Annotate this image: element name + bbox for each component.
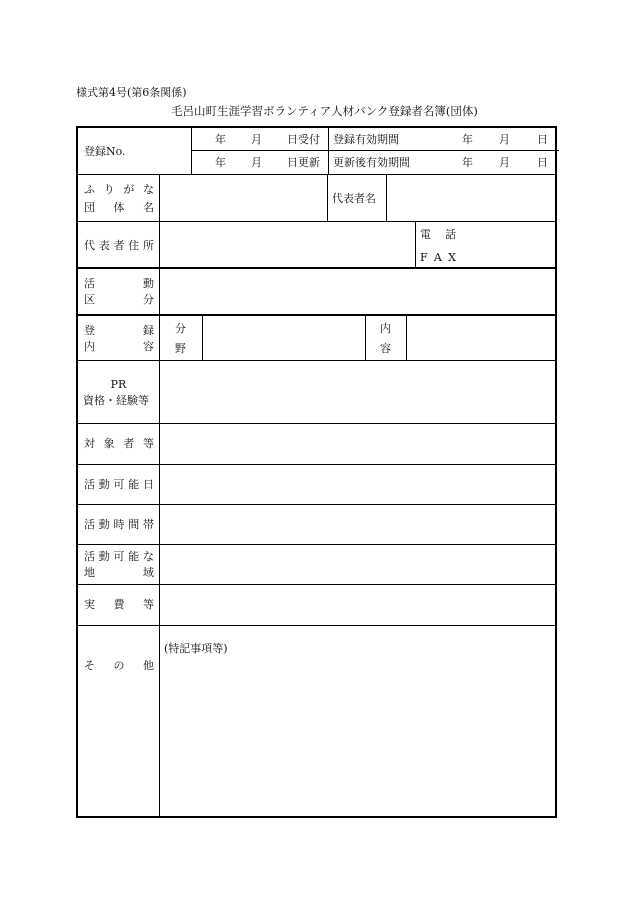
registration-form: [76, 126, 557, 818]
char: 団: [84, 201, 95, 214]
char: 実: [84, 598, 95, 611]
char: 代: [84, 239, 95, 252]
char: 体: [113, 201, 125, 214]
char: F: [420, 251, 428, 264]
char: 動: [98, 518, 110, 531]
divider: [327, 174, 328, 221]
char: 可: [113, 550, 125, 563]
char: 活: [84, 277, 95, 290]
char: X: [448, 251, 456, 264]
char: の: [113, 659, 125, 672]
pr-label: PR: [110, 378, 127, 391]
divider: [406, 314, 407, 360]
month-label: 月: [251, 156, 262, 169]
char: ふ: [84, 183, 95, 196]
char: そ: [84, 659, 95, 672]
char: A: [433, 251, 442, 264]
time-slot-label: [84, 519, 154, 530]
divider: [78, 625, 555, 626]
char: 日: [143, 478, 154, 491]
divider: [78, 504, 555, 505]
fax-label: [420, 252, 456, 263]
char: 他: [143, 659, 154, 672]
form-title: 毛呂山町生涯学習ボランティア人材バンク登録者名簿(団体): [171, 104, 478, 118]
char: 録: [143, 324, 154, 337]
char: 者: [123, 437, 135, 450]
form-number: 様式第4号(第6条関係): [76, 86, 187, 99]
registered-content-label-2: [84, 341, 154, 352]
target-label: [84, 438, 154, 449]
char: 動: [98, 478, 110, 491]
char: な: [143, 550, 154, 563]
divider: [328, 128, 329, 174]
divider: [365, 314, 366, 360]
char: 地: [84, 566, 95, 579]
field-label-2: 野: [175, 342, 186, 355]
content-label-1: 内: [380, 322, 391, 335]
registered-content-label-1: [84, 325, 154, 336]
divider: [202, 314, 203, 360]
char: 容: [143, 340, 154, 353]
char: 活: [84, 550, 95, 563]
char: 分: [143, 293, 154, 306]
char: 可: [113, 478, 125, 491]
valid-period-label: 登録有効期間: [333, 133, 399, 146]
divider: [78, 464, 555, 465]
content-label-2: 容: [380, 342, 391, 355]
representative-name-label: 代表者名: [332, 192, 376, 205]
char: 表: [98, 239, 110, 252]
divider: [386, 174, 387, 221]
char: 時: [113, 518, 125, 531]
char: 内: [84, 340, 95, 353]
other-label: [84, 660, 154, 671]
char: 登: [84, 324, 95, 337]
divider: [78, 314, 555, 316]
char: 等: [142, 437, 154, 450]
year-label: 年: [462, 133, 473, 146]
activity-category-label-2: [84, 294, 154, 305]
activity-category-label-1: [84, 278, 154, 289]
char: 間: [128, 518, 140, 531]
field-label-1: 分: [175, 322, 186, 335]
divider: [191, 150, 559, 151]
char: 所: [143, 239, 154, 252]
month-label: 月: [251, 133, 262, 146]
char: 帯: [143, 518, 154, 531]
day-label: 日: [537, 156, 548, 169]
char: 電: [420, 228, 431, 241]
char: 象: [103, 437, 115, 450]
char: 費: [113, 598, 125, 611]
divider: [415, 221, 416, 267]
char: 能: [128, 550, 140, 563]
registration-no-label: 登録No.: [84, 145, 126, 158]
char: が: [123, 183, 135, 196]
char: 能: [128, 478, 140, 491]
char: 区: [84, 293, 95, 306]
divider: [78, 221, 555, 222]
updated-label: 日更新: [287, 156, 320, 169]
group-name-label: [84, 202, 154, 213]
activity-area-label-1: [84, 551, 154, 562]
char: 等: [143, 598, 154, 611]
char: 者: [113, 239, 125, 252]
activity-area-label-2: [84, 567, 154, 578]
divider: [159, 174, 160, 818]
divider: [78, 423, 555, 424]
year-label: 年: [462, 156, 473, 169]
furigana-label: [84, 184, 154, 195]
char: 活: [84, 478, 95, 491]
received-label: 日受付: [287, 133, 320, 146]
cost-label: [84, 599, 154, 610]
representative-address-label: [84, 240, 154, 251]
divider: [78, 544, 555, 545]
char: 名: [143, 201, 154, 214]
renewed-period-label: 更新後有効期間: [333, 156, 410, 169]
char: 活: [84, 518, 95, 531]
divider: [78, 174, 555, 175]
year-label: 年: [215, 156, 226, 169]
qualifications-label: 資格・経験等: [83, 394, 149, 407]
day-label: 日: [537, 133, 548, 146]
char: 動: [143, 277, 154, 290]
char: な: [142, 183, 154, 196]
divider: [191, 128, 192, 174]
char: 話: [445, 228, 456, 241]
char: り: [103, 183, 115, 196]
divider: [78, 584, 555, 585]
year-label: 年: [215, 133, 226, 146]
char: 域: [143, 566, 154, 579]
divider: [78, 360, 555, 361]
special-notes-label: (特記事項等): [164, 642, 228, 655]
month-label: 月: [499, 156, 510, 169]
divider: [78, 267, 555, 269]
available-days-label: [84, 479, 154, 490]
month-label: 月: [499, 133, 510, 146]
char: 対: [84, 437, 95, 450]
char: 住: [128, 239, 140, 252]
phone-label: [420, 229, 456, 240]
char: 動: [98, 550, 110, 563]
